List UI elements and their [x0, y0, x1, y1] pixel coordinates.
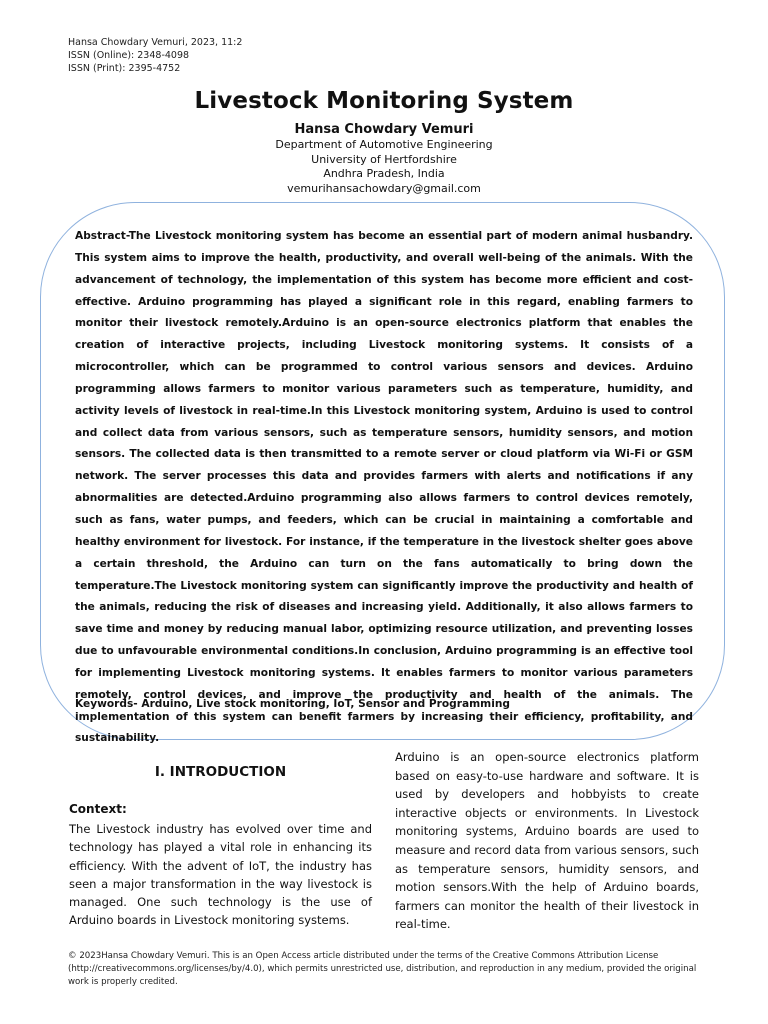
- section-heading-introduction: I. INTRODUCTION: [154, 764, 287, 780]
- left-column-paragraph: The Livestock industry has evolved over time and technology has played a vital role in enhancing its efficiency. With the advent of IoT, the industry has seen a major transformation in the way livestock is managed. One such technology is the use of Arduino boards in Livestock monitoring systems.: [69, 822, 372, 928]
- department: Department of Automotive Engineering: [275, 138, 493, 151]
- author-name: Hansa Chowdary Vemuri: [294, 122, 474, 137]
- issn-print: ISSN (Print): 2395-4752: [68, 63, 181, 74]
- citation-line: Hansa Chowdary Vemuri, 2023, 11:2: [68, 37, 243, 48]
- author-email: vemurihansachowdary@gmail.com: [287, 181, 481, 195]
- license-footer: © 2023Hansa Chowdary Vemuri. This is an Open Access article distributed under the terms of the Creative Commons Attribution License (http://creativecommons.org/licenses/by/4.0), which permits unrestricted use, distribution, and reproduction in any medium, provided the original work is properly credited.: [68, 951, 697, 988]
- subheading-context: Context:: [69, 802, 127, 816]
- location: Andhra Pradesh, India: [323, 167, 445, 180]
- abstract-text: Abstract-The Livestock monitoring system has become an essential part of modern animal husbandry. This system aims to improve the health, productivity, and overall well-being of the animals. With the advancement of technology, the implementation of this system has become more efficient and cost-effective. Arduino programming has played a significant role in this regard, enabling farmers to monitor their livestock remotely.Arduino is an open-source electronics platform that enables the creation of interactive projects, including Livestock monitoring systems. It consists of a microcontroller, which can be programmed to control various sensors and devices. Arduino programming allows farmers to monitor various parameters such as temperature, humidity, and activity levels of livestock in real-time.In this Livestock monitoring system, Arduino is used to control and collect data from various sensors, such as temperature sensors, humidity sensors, and motion sensors. The collected data is then transmitted to a remote server or cloud platform via Wi-Fi or GSM network. The server processes this data and provides farmers with alerts and notifications if any abnormalities are detected.Arduino programming also allows farmers to control devices remotely, such as fans, water pumps, and feeders, which can be crucial in maintaining a comfortable and healthy environment for livestock. For instance, if the temperature in the livestock shelter goes above a certain threshold, the Arduino can turn on the fans automatically to bring down the temperature.The Livestock monitoring system can significantly improve the productivity and health of the animals, reducing the risk of diseases and increasing yield. Additionally, it also allows farmers to save time and money by reducing manual labor, optimizing resource utilization, and preventing losses due to unfavourable environmental conditions.In conclusion, Arduino programming is an effective tool for implementing Livestock monitoring systems. It enables farmers to monitor various parameters remotely, control devices, and improve the productivity and health of the animals. The implementation of this system can benefit farmers by increasing their efficiency, profitability, and sustainability.: [75, 230, 693, 745]
- university: University of Hertfordshire: [311, 152, 457, 166]
- issn-online: ISSN (Online): 2348-4098: [68, 50, 190, 61]
- right-column-paragraph: Arduino is an open-source electronics platform based on easy-to-use hardware and software. It is used by developers and hobbyists to create interactive objects or environments. In Livestock monitoring systems, Arduino boards are used to measure and record data from various sensors, such as temperature sensors, humidity sensors, and motion sensors.With the help of Arduino boards, farmers can monitor the health of their livestock in real-time.: [395, 750, 699, 932]
- keywords: Keywords- Arduino, Live stock monitoring, IoT, Sensor and Programming: [75, 698, 510, 710]
- journal-meta: [68, 36, 242, 75]
- paper-title: Livestock Monitoring System: [194, 88, 574, 114]
- author-affiliation: [0, 138, 768, 196]
